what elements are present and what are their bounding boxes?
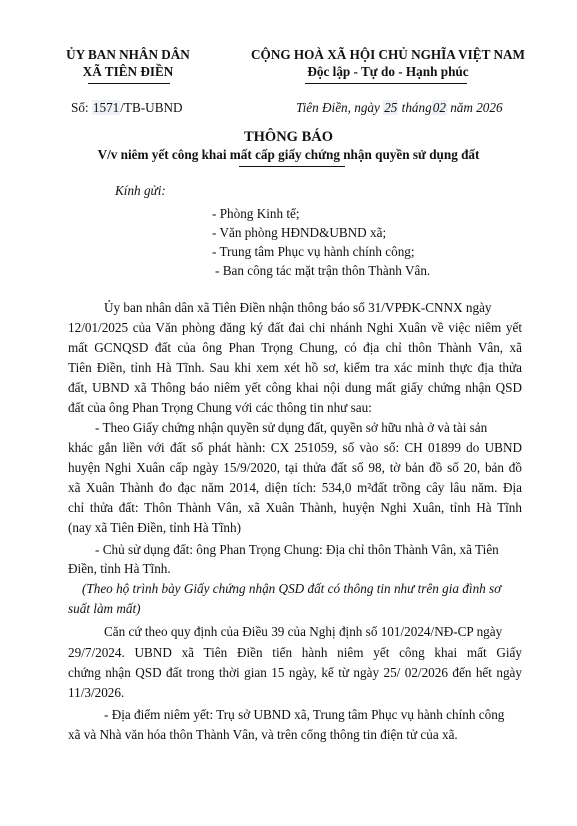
body-line: (nay xã Tiên Điền, tỉnh Hà Tĩnh) [68,520,242,535]
date-month-label: tháng [401,100,432,115]
body-line: - Địa điểm niêm yết: Trụ sở UBND xã, Trung tâm Phục vụ hành chính công [104,707,505,722]
body-line: Điền, tỉnh Hà Tĩnh. [68,561,171,576]
date-year: năm 2026 [450,100,503,115]
body-line: Tiên Điền, tỉnh Hà Tĩnh. Sau khi xem xét hồ sơ, kiểm tra xác minh thực địa thửa [68,360,522,375]
issuer-name: ỦY BAN NHÂN DÂN [66,47,190,62]
recipient-item: - Phòng Kinh tế; [212,206,300,221]
note-line: (Theo hộ trình bày Giấy chứng nhận QSD đất có thông tin như trên gia đình sơ [82,581,502,596]
national-title: CỘNG HOÀ XÃ HỘI CHỦ NGHĨA VIỆT NAM [251,47,525,62]
number-value: 1571 [92,100,120,115]
recipient-item: - Trung tâm Phục vụ hành chính công; [212,244,415,259]
issuer-commune: XÃ TIÊN ĐIỀN [82,64,174,79]
body-line: - Chủ sử dụng đất: ông Phan Trọng Chung: Địa chỉ thôn Thành Vân, xã Tiên [95,542,499,557]
date-month: 02 [432,100,446,115]
date-day: 25 [384,100,398,115]
body-line: huyện Nghi Xuân cấp ngày 15/9/2020, tại thửa đất số 98, tờ bản đồ số 20, bản đồ [68,460,522,475]
body-line: đất, UBND xã Thông báo niêm yết công khai nội dung mất giấy chứng nhận QSD [68,380,522,395]
body-line: chứng nhận QSD đất trong thời gian 15 ngày, kể từ ngày 25/ 02/2026 đến hết ngày [68,665,522,680]
issuer-underline [88,83,170,84]
body-line: 29/7/2024. UBND xã Tiên Điền tiến hành niêm yết công khai mất Giấy [68,645,522,660]
body-line: chỉ thửa đất: Thôn Thành Vân, xã Xuân Thành, huyện Nghi Xuân, tỉnh Hà Tĩnh [68,500,522,515]
number-label: Số: [71,100,89,115]
note-line: suất làm mất) [68,601,141,616]
number-suffix: /TB-UBND [120,100,183,115]
body-line: mất GCNQSD đất của ông Phan Trọng Chung, có địa chỉ thôn Thành Vân, xã [68,340,522,355]
recipient-item: - Ban công tác mặt trận thôn Thành Vân. [215,263,431,278]
body-line: đất của ông Phan Trọng Chung với các thông tin như sau: [68,400,372,415]
greeting: Kính gửi: [115,183,166,198]
body-line: xã Xuân Thành đo đạc năm 2014, diện tích: 534,0 m²đất trồng cây lâu năm. Địa [68,480,522,495]
body-line: khác gắn liền với đất số phát hành: CX 251059, số vào sổ: CH 01899 do UBND [68,440,522,455]
place-date-prefix: Tiên Điền, ngày [296,100,380,115]
body-line: 11/3/2026. [68,685,125,700]
body-line: 12/01/2025 của Văn phòng đăng ký đất đai chi nhánh Nghi Xuân về việc niêm yết [68,320,522,335]
motto-underline [305,83,467,84]
document-title: THÔNG BÁO [243,129,334,145]
body-line: xã và Nhà văn hóa thôn Thành Vân, và trên cổng thông tin điện tử của xã. [68,727,458,742]
recipient-item: - Văn phòng HĐND&UBND xã; [212,225,387,240]
document-subject: V/v niêm yết công khai mất cấp giấy chứng nhận quyền sử dụng đất [97,147,480,162]
place-date [296,100,503,116]
body-line: - Theo Giấy chứng nhận quyền sử dụng đất, quyền sở hữu nhà ở và tài sản [95,420,488,435]
document-number [71,100,183,116]
body-line: Căn cứ theo quy định của Điều 39 của Nghị định số 101/2024/NĐ-CP ngày [104,624,503,639]
national-motto: Độc lập - Tự do - Hạnh phúc [307,64,469,79]
body-line: Ủy ban nhân dân xã Tiên Điền nhận thông báo số 31/VPĐK-CNNX ngày [104,300,492,315]
subject-underline [239,166,345,167]
